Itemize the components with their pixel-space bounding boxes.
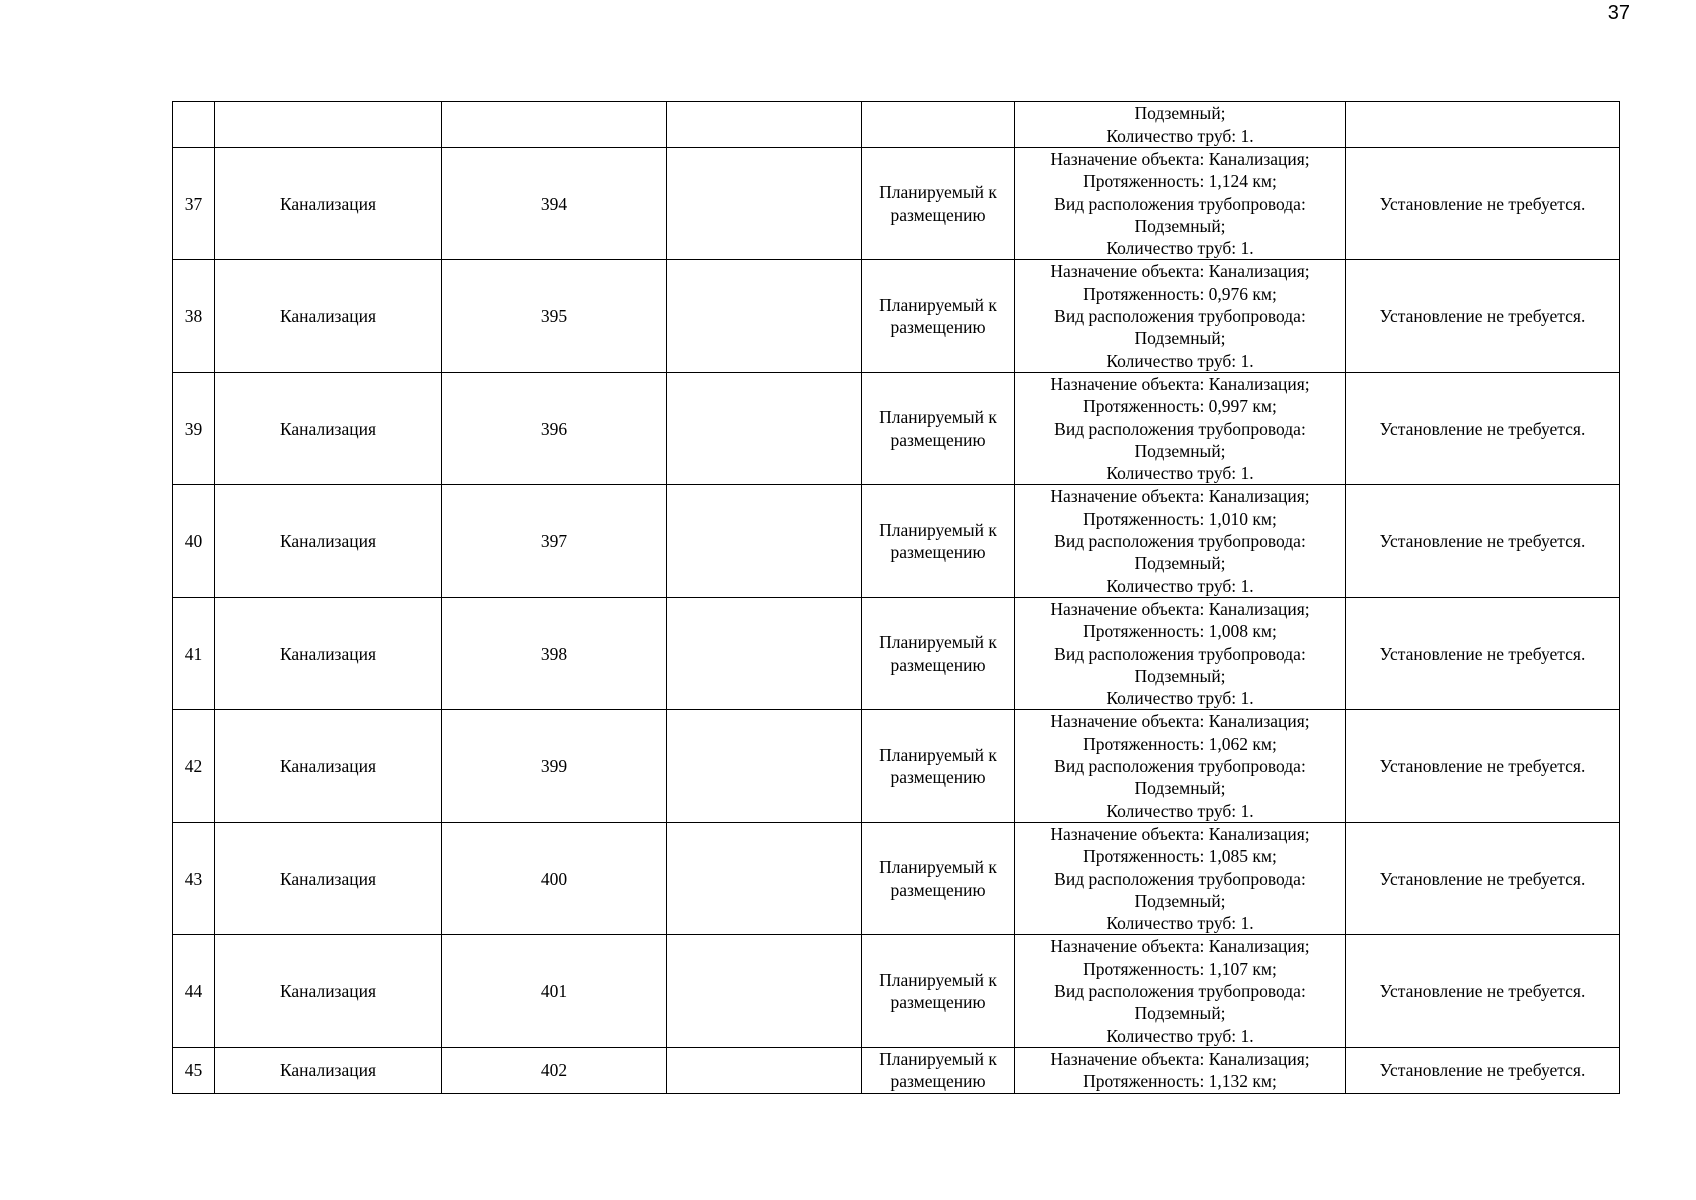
- cell-name: Канализация: [215, 260, 442, 372]
- cell-description: [1015, 1047, 1346, 1093]
- table-row: [173, 597, 1620, 709]
- cell-description: [1015, 485, 1346, 597]
- description-line: Вид расположения трубопровода:: [1054, 531, 1306, 552]
- table-row: [173, 710, 1620, 822]
- cell-num: 37: [173, 148, 215, 260]
- cell-col4: [667, 260, 862, 372]
- cell-name: Канализация: [215, 710, 442, 822]
- cell-id: 395: [442, 260, 667, 372]
- cell-id: 394: [442, 148, 667, 260]
- objects-table: [172, 101, 1620, 1094]
- cell-id: [442, 102, 667, 148]
- description-line: Подземный;: [1134, 1003, 1226, 1024]
- description-line: Вид расположения трубопровода:: [1054, 643, 1306, 664]
- description-line: Подземный;: [1134, 665, 1226, 686]
- description-line: Назначение объекта: Канализация;: [1050, 261, 1310, 282]
- description-line: Вид расположения трубопровода:: [1054, 980, 1306, 1001]
- cell-col4: [667, 822, 862, 934]
- cell-col4: [667, 1047, 862, 1093]
- cell-id: 401: [442, 935, 667, 1047]
- description-line: Протяженность: 1,085 км;: [1083, 846, 1277, 867]
- cell-note: Установление не требуется.: [1346, 148, 1620, 260]
- status-line: Планируемый к: [879, 744, 997, 765]
- cell-name: Канализация: [215, 1047, 442, 1093]
- description-line: Протяженность: 1,107 км;: [1083, 958, 1277, 979]
- description-line: Протяженность: 0,976 км;: [1083, 283, 1277, 304]
- status-line: Планируемый к: [879, 407, 997, 428]
- status-line: Планируемый к: [879, 857, 997, 878]
- cell-num: 42: [173, 710, 215, 822]
- cell-description: [1015, 372, 1346, 484]
- page-number: 37: [1607, 2, 1630, 24]
- description-line: Подземный;: [1134, 328, 1226, 349]
- status-line: Планируемый к: [879, 632, 997, 653]
- cell-description: [1015, 102, 1346, 148]
- description-line: Количество труб: 1.: [1106, 800, 1254, 821]
- cell-num: 44: [173, 935, 215, 1047]
- table-row: [173, 1047, 1620, 1093]
- status-line: Планируемый к: [879, 519, 997, 540]
- description-line: Назначение объекта: Канализация;: [1050, 598, 1310, 619]
- description-line: Подземный;: [1134, 215, 1226, 236]
- cell-id: 402: [442, 1047, 667, 1093]
- table-row: [173, 485, 1620, 597]
- cell-id: 396: [442, 372, 667, 484]
- cell-num: 45: [173, 1047, 215, 1093]
- table-row: [173, 822, 1620, 934]
- cell-note: Установление не требуется.: [1346, 372, 1620, 484]
- description-line: Количество труб: 1.: [1106, 1025, 1254, 1046]
- cell-name: [215, 102, 442, 148]
- cell-description: [1015, 710, 1346, 822]
- cell-num: 38: [173, 260, 215, 372]
- description-line: Вид расположения трубопровода:: [1054, 193, 1306, 214]
- description-line: Назначение объекта: Канализация;: [1050, 149, 1310, 169]
- cell-note: Установление не требуется.: [1346, 260, 1620, 372]
- description-line: Протяженность: 1,062 км;: [1083, 733, 1277, 754]
- status-line: размещению: [890, 654, 986, 675]
- status-line: Планируемый к: [879, 969, 997, 990]
- description-line: Количество труб: 1.: [1106, 913, 1254, 934]
- status-line: размещению: [890, 1071, 986, 1092]
- cell-description: [1015, 822, 1346, 934]
- cell-note: Установление не требуется.: [1346, 1047, 1620, 1093]
- description-line: Вид расположения трубопровода:: [1054, 868, 1306, 889]
- description-line: Вид расположения трубопровода:: [1054, 418, 1306, 439]
- cell-status: [862, 260, 1015, 372]
- status-line: размещению: [890, 317, 986, 338]
- cell-status: [862, 372, 1015, 484]
- table-row-continuation: [173, 102, 1620, 148]
- description-line: Подземный;: [1134, 778, 1226, 799]
- description-line: Количество труб: 1.: [1106, 575, 1254, 596]
- status-line: размещению: [890, 767, 986, 788]
- cell-id: 399: [442, 710, 667, 822]
- cell-name: Канализация: [215, 148, 442, 260]
- description-line: Назначение объекта: Канализация;: [1050, 373, 1310, 394]
- cell-status: [862, 597, 1015, 709]
- cell-description: [1015, 148, 1346, 260]
- description-line: Назначение объекта: Канализация;: [1050, 711, 1310, 732]
- description-line: Подземный;: [1134, 553, 1226, 574]
- status-line: размещению: [890, 204, 986, 225]
- cell-status: [862, 102, 1015, 148]
- cell-id: 400: [442, 822, 667, 934]
- cell-name: Канализация: [215, 485, 442, 597]
- description-line: Протяженность: 1,008 км;: [1083, 621, 1277, 642]
- cell-id: 397: [442, 485, 667, 597]
- status-line: Планируемый к: [879, 294, 997, 315]
- cell-status: [862, 1047, 1015, 1093]
- cell-num: 40: [173, 485, 215, 597]
- status-line: размещению: [890, 992, 986, 1013]
- cell-note: Установление не требуется.: [1346, 822, 1620, 934]
- description-line: Подземный;: [1134, 890, 1226, 911]
- cell-status: [862, 935, 1015, 1047]
- cell-note: [1346, 102, 1620, 148]
- table-row: [173, 372, 1620, 484]
- cell-status: [862, 822, 1015, 934]
- description-line: Протяженность: 1,010 км;: [1083, 508, 1277, 529]
- table-row: [173, 935, 1620, 1047]
- cell-note: Установление не требуется.: [1346, 710, 1620, 822]
- description-line: Подземный;: [1134, 103, 1226, 124]
- description-line: Назначение объекта: Канализация;: [1050, 823, 1310, 844]
- description-line: Вид расположения трубопровода:: [1054, 756, 1306, 777]
- description-line: Назначение объекта: Канализация;: [1050, 486, 1310, 507]
- description-line: Количество труб: 1.: [1106, 688, 1254, 709]
- status-line: размещению: [890, 542, 986, 563]
- cell-name: Канализация: [215, 935, 442, 1047]
- cell-num: [173, 102, 215, 148]
- status-line: Планируемый к: [879, 1049, 997, 1070]
- cell-note: Установление не требуется.: [1346, 935, 1620, 1047]
- cell-name: Канализация: [215, 372, 442, 484]
- cell-col4: [667, 710, 862, 822]
- cell-status: [862, 710, 1015, 822]
- description-line: Количество труб: 1.: [1106, 350, 1254, 371]
- cell-num: 41: [173, 597, 215, 709]
- description-line: Протяженность: 0,997 км;: [1083, 396, 1277, 417]
- description-line: Назначение объекта: Канализация;: [1050, 936, 1310, 957]
- table-row: [173, 260, 1620, 372]
- description-line: Количество труб: 1.: [1106, 125, 1254, 146]
- cell-description: [1015, 935, 1346, 1047]
- cell-status: [862, 485, 1015, 597]
- status-line: Планируемый к: [879, 182, 997, 203]
- cell-num: 43: [173, 822, 215, 934]
- description-line: Количество труб: 1.: [1106, 463, 1254, 484]
- description-line: Вид расположения трубопровода:: [1054, 306, 1306, 327]
- cell-col4: [667, 485, 862, 597]
- table-row: [173, 148, 1620, 260]
- cell-id: 398: [442, 597, 667, 709]
- cell-note: Установление не требуется.: [1346, 485, 1620, 597]
- cell-description: [1015, 260, 1346, 372]
- cell-status: [862, 148, 1015, 260]
- description-line: Назначение объекта: Канализация;: [1050, 1049, 1310, 1070]
- cell-col4: [667, 148, 862, 260]
- description-line: Протяженность: 1,124 км;: [1083, 171, 1277, 192]
- cell-name: Канализация: [215, 597, 442, 709]
- description-line: Подземный;: [1134, 440, 1226, 461]
- description-line: Протяженность: 1,132 км;: [1083, 1071, 1277, 1092]
- description-line: Количество труб: 1.: [1106, 238, 1254, 259]
- cell-col4: [667, 372, 862, 484]
- status-line: размещению: [890, 879, 986, 900]
- cell-description: [1015, 597, 1346, 709]
- cell-note: Установление не требуется.: [1346, 597, 1620, 709]
- cell-name: Канализация: [215, 822, 442, 934]
- cell-col4: [667, 597, 862, 709]
- status-line: размещению: [890, 429, 986, 450]
- cell-col4: [667, 102, 862, 148]
- cell-num: 39: [173, 372, 215, 484]
- cell-col4: [667, 935, 862, 1047]
